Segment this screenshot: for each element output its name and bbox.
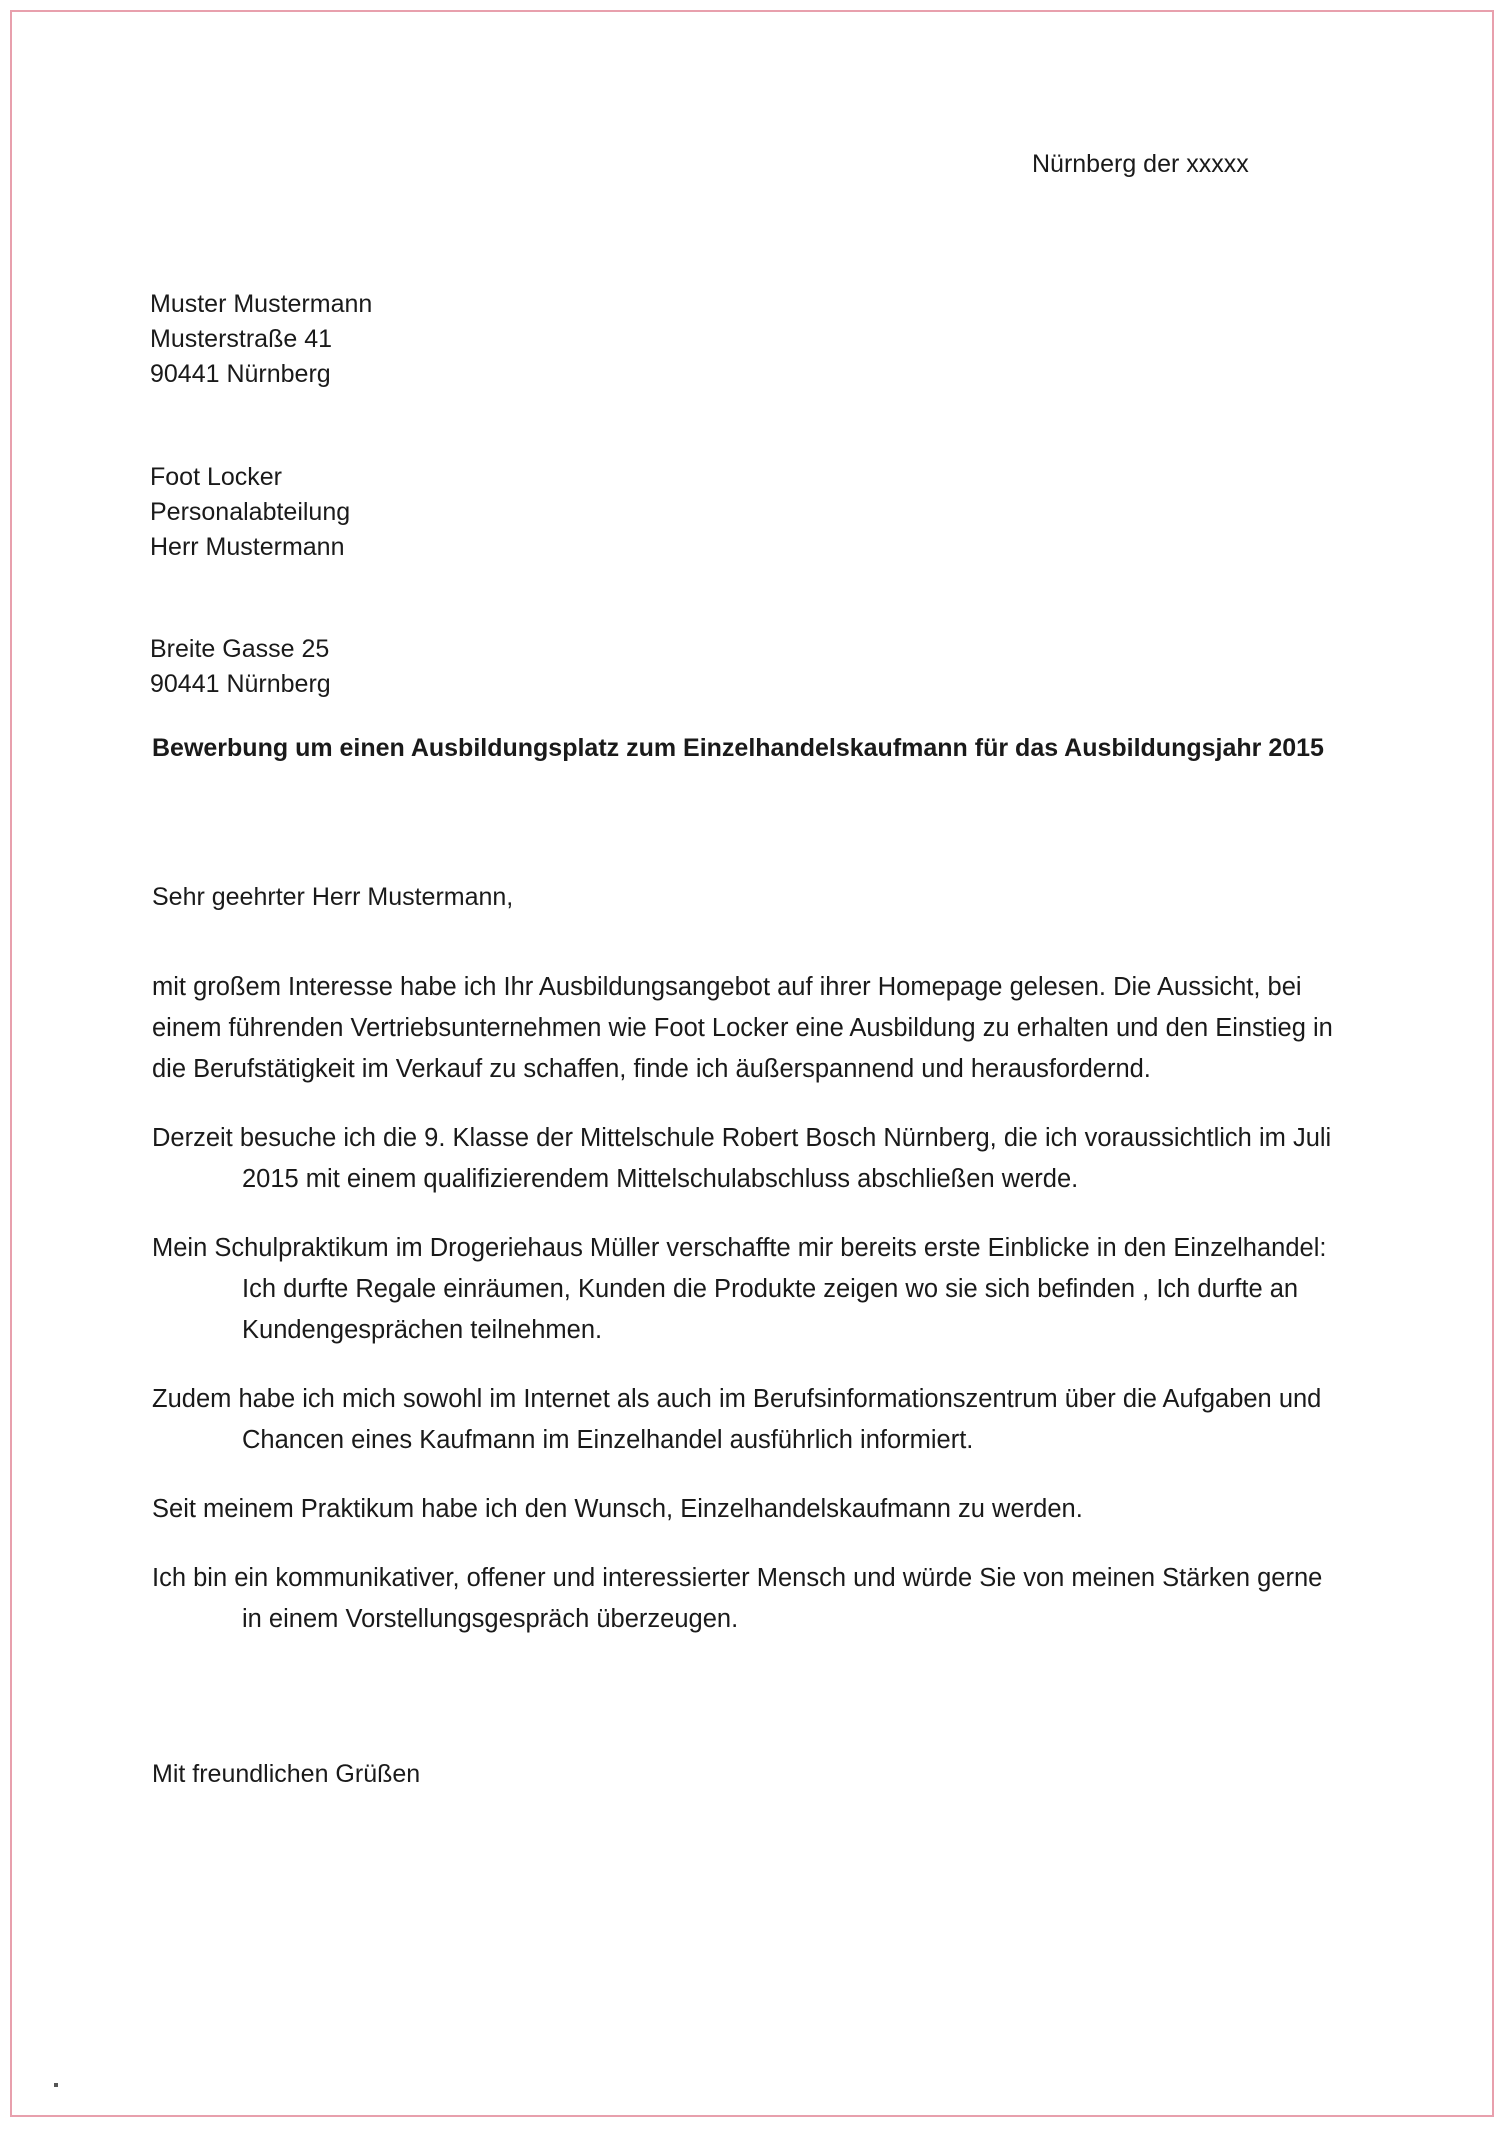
salutation: Sehr geehrter Herr Mustermann,	[152, 883, 514, 911]
recipient-contact: Herr Mustermann	[150, 533, 345, 561]
document-page	[10, 10, 1494, 2117]
body-paragraph: Derzeit besuche ich die 9. Klasse der Mittelschule Robert Bosch Nürnberg, die ich voraussichtlich im Juli 2015 mit einem qualifizierendem Mittelschulabschluss abschließen werde.	[152, 1124, 1332, 1193]
sender-name: Muster Mustermann	[150, 290, 373, 318]
recipient-city: 90441 Nürnberg	[150, 670, 331, 698]
body-paragraph: Ich bin ein kommunikativer, offener und interessierter Mensch und würde Sie von meinen Stärken gerne in einem Vorstellungsgespräch überzeugen.	[152, 1564, 1323, 1633]
recipient-address-block	[150, 632, 331, 702]
body-paragraph: Zudem habe ich mich sowohl im Internet als auch im Berufsinformationszentrum über die Aufgaben und Chancen eines Kaufmann im Einzelhandel ausführlich informiert.	[152, 1385, 1322, 1454]
sender-street: Musterstraße 41	[150, 325, 333, 353]
letter-body	[152, 967, 1337, 1668]
page-corner-mark	[54, 2083, 58, 2087]
recipient-company: Foot Locker	[150, 463, 283, 491]
body-paragraph: Mein Schulpraktikum im Drogeriehaus Müller verschaffte mir bereits erste Einblicke in den Einzelhandel: Ich durfte Regale einräumen, Kunden die Produkte zeigen wo sie sich befinden , Ich durfte an Kundengesprächen teilnehmen.	[152, 1234, 1327, 1344]
body-paragraph: Seit meinem Praktikum habe ich den Wunsch, Einzelhandelskaufmann zu werden.	[152, 1495, 1083, 1523]
subject-line: Bewerbung um einen Ausbildungsplatz zum Einzelhandelskaufmann für das Ausbildungsjahr 2015	[152, 734, 1324, 762]
date-line: Nürnberg der xxxxx	[1032, 150, 1249, 178]
recipient-department: Personalabteilung	[150, 498, 351, 526]
body-paragraph: mit großem Interesse habe ich Ihr Ausbildungsangebot auf ihrer Homepage gelesen. Die Aussicht, bei einem führenden Vertriebsunternehmen wie Foot Locker eine Ausbildung zu erhalten und den Einstieg in die Berufstätigkeit im Verkauf zu schaffen, finde ich äußerspannend und herausfordernd.	[152, 973, 1333, 1083]
recipient-block	[150, 460, 350, 565]
sender-city: 90441 Nürnberg	[150, 360, 331, 388]
sender-address-block	[150, 287, 372, 392]
letter-sheet	[12, 12, 1492, 2115]
closing-line: Mit freundlichen Grüßen	[152, 1760, 421, 1788]
recipient-street: Breite Gasse 25	[150, 635, 330, 663]
